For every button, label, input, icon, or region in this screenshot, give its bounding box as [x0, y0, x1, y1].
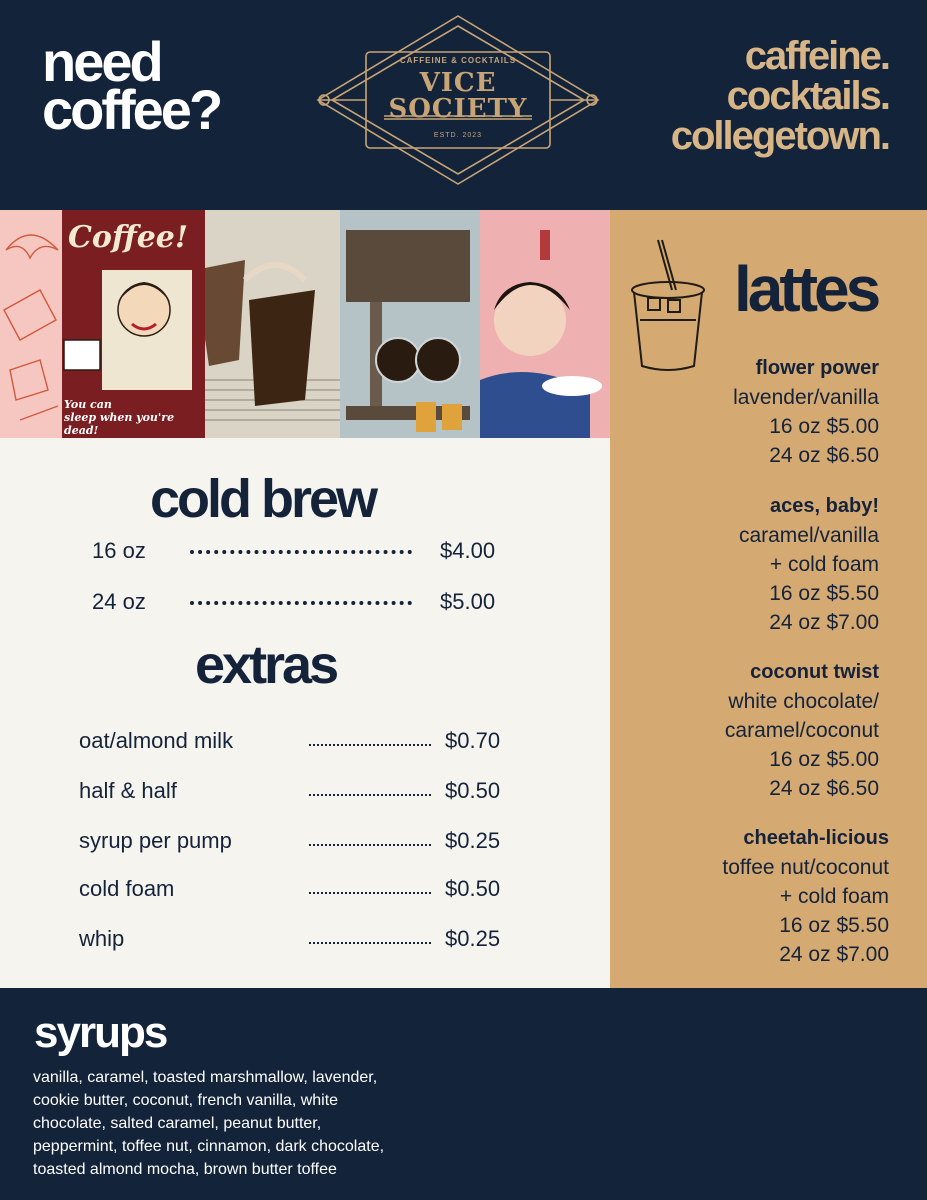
syrups-list: [33, 1066, 503, 1181]
logo-tagline: CAFFEINE & COCKTAILS: [399, 56, 517, 65]
extras-row: [79, 778, 539, 808]
logo-established: ESTD. 2023: [433, 132, 483, 139]
syrups-line: peppermint, toffee nut, cinnamon, dark chocolate,: [33, 1138, 385, 1155]
latte-price-16oz: 16 oz $5.00: [769, 415, 879, 438]
latte-flavors: white chocolate/: [728, 690, 879, 713]
latte-topping: + cold foam: [769, 553, 879, 576]
dotted-leader: [309, 942, 431, 944]
tagline-left-line-2: coffee?: [42, 78, 221, 141]
latte-flower-power: [733, 354, 879, 470]
extra-price: $0.50: [445, 876, 501, 901]
logo-name-vice: VICE: [419, 68, 497, 98]
syrups-line: cookie butter, coconut, french vanilla, white: [33, 1092, 339, 1109]
latte-flavors: caramel/vanilla: [738, 524, 879, 547]
latte-name: aces, baby!: [770, 495, 879, 517]
dotted-leader: [309, 892, 431, 894]
dotted-leader: [309, 744, 431, 746]
syrups-line: toasted almond mocha, brown butter toffee: [33, 1161, 337, 1178]
tagline-need-coffee: [42, 30, 221, 141]
dotted-leader: [190, 601, 412, 605]
logo-name-society: SOCIETY: [388, 94, 528, 124]
latte-price-16oz: 16 oz $5.50: [779, 914, 889, 937]
latte-topping: + cold foam: [779, 885, 889, 908]
cold-brew-size: 24 oz: [92, 589, 146, 614]
latte-flavors: lavender/vanilla: [733, 386, 879, 409]
extras-heading: extras: [195, 635, 337, 695]
coffee-maker-icon: [340, 210, 480, 438]
cold-brew-size: 16 oz: [92, 538, 146, 563]
tagline-caffeine-cocktails: [671, 36, 889, 156]
syrups-line: vanilla, caramel, toasted marshmallow, lavender,: [33, 1069, 378, 1086]
extra-name: cold foam: [79, 876, 175, 901]
extra-name: whip: [79, 926, 125, 951]
header-banner: [0, 0, 927, 210]
coffee-caption-line-2: sleep when you're dead!: [64, 411, 175, 437]
latte-flavors-2: caramel/coconut: [724, 719, 879, 742]
iced-coffee-cup-icon: [628, 234, 708, 374]
extras-row: [79, 926, 539, 956]
vice-society-logo: [314, 12, 602, 188]
lattes-column: [610, 210, 927, 988]
extra-name: syrup per pump: [79, 828, 232, 853]
cold-brew-row-24oz: [92, 589, 532, 619]
dotted-leader: [309, 794, 431, 796]
latte-flavors: toffee nut/coconut: [722, 856, 889, 879]
syrups-line: chocolate, salted caramel, peanut butter,: [33, 1115, 322, 1132]
tagline-left-line-1: need: [42, 30, 161, 93]
coffee-machine-panel: [340, 210, 480, 438]
coffee-caption-line-1: You can: [64, 398, 112, 411]
pastry-sketch-panel: [0, 210, 62, 438]
cold-brew-row-16oz: [92, 538, 532, 568]
tagline-right-line-1: caffeine.: [744, 34, 889, 78]
cold-brew-heading: cold brew: [150, 469, 376, 529]
latte-price-16oz: 16 oz $5.00: [769, 748, 879, 771]
latte-name: coconut twist: [750, 661, 879, 683]
cold-brew-price: $4.00: [440, 538, 496, 563]
latte-name: flower power: [755, 357, 879, 379]
latte-name: cheetah-licious: [743, 827, 889, 849]
coffee-ad-headline: Coffee!: [68, 220, 189, 255]
extras-row: [79, 876, 539, 906]
woman-with-cup-panel: [480, 210, 610, 438]
latte-price-24oz: 24 oz $7.00: [779, 943, 889, 966]
coffee-ad-caption: [62, 398, 205, 437]
croissant-sketch-icon: [0, 210, 62, 438]
dotted-leader: [190, 550, 412, 554]
tagline-right-line-2: cocktails.: [726, 74, 889, 118]
latte-price-16oz: 16 oz $5.50: [769, 582, 879, 605]
cold-brew-price: $5.00: [440, 589, 496, 614]
iced-coffee-newspaper-panel: [205, 210, 340, 438]
latte-price-24oz: 24 oz $7.00: [769, 611, 879, 634]
latte-cheetah-licious: [722, 824, 889, 969]
tagline-right-line-3: collegetown.: [670, 114, 889, 158]
extra-price: $0.25: [445, 926, 501, 951]
latte-price-24oz: 24 oz $6.50: [769, 444, 879, 467]
syrups-section: [0, 988, 927, 1200]
coffee-ad-panel: [62, 210, 205, 438]
latte-price-24oz: 24 oz $6.50: [769, 777, 879, 800]
extra-price: $0.70: [445, 728, 501, 753]
vintage-coffee-collage: [0, 210, 610, 438]
extras-row: [79, 828, 539, 858]
extra-price: $0.50: [445, 778, 501, 803]
extra-name: half & half: [79, 778, 177, 803]
dotted-leader: [309, 844, 431, 846]
extra-price: $0.25: [445, 828, 501, 853]
woman-sipping-coffee-icon: [480, 210, 610, 438]
extras-row: [79, 728, 539, 758]
extra-name: oat/almond milk: [79, 728, 234, 753]
latte-aces-baby: [739, 492, 879, 637]
iced-coffee-splash-icon: [205, 210, 340, 438]
latte-coconut-twist: [725, 658, 879, 803]
syrups-heading: syrups: [34, 1008, 167, 1057]
lattes-heading: lattes: [734, 253, 878, 325]
